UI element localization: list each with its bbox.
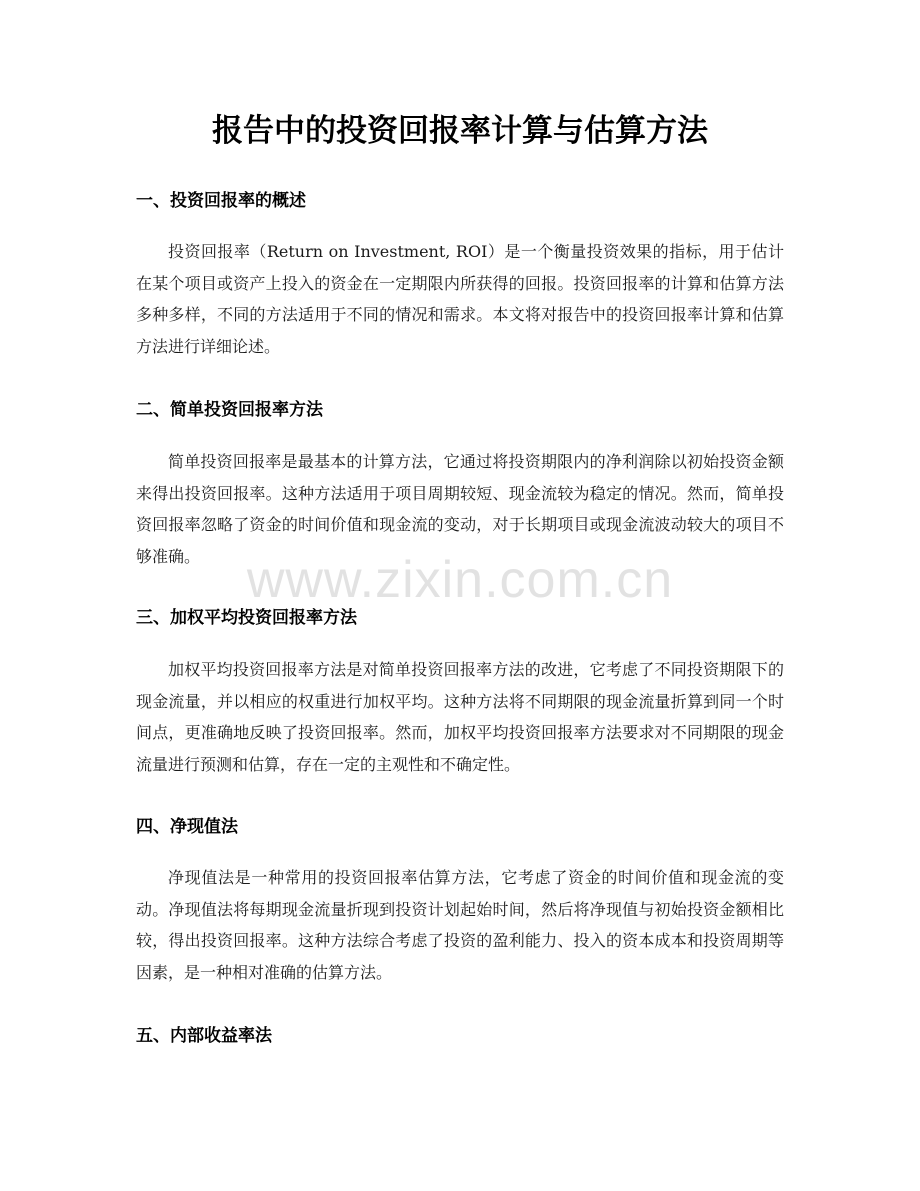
document-title: 报告中的投资回报率计算与估算方法 — [212, 113, 708, 149]
section-paragraph-overview: 投资回报率（Return on Investment, ROI）是一个衡量投资效果的指标，用于估计在某个项目或资产上投入的资金在一定期限内所获得的回报。投资回报率的计算和估算方法多种多样，不同的方法适用于不同的情况和需求。本文将对报告中的投资回报率计算和估算方法进行详细论述。 — [136, 242, 784, 356]
section-heading-simple-roi: 二、简单投资回报率方法 — [136, 400, 323, 420]
section-paragraph-npv: 净现值法是一种常用的投资回报率估算方法，它考虑了资金的时间价值和现金流的变动。净现值法将每期现金流量折现到投资计划起始时间，然后将净现值与初始投资金额相比较，得出投资回报率。这种方法综合考虑了投资的盈利能力、投入的资本成本和投资周期等因素，是一种相对准确的估算方法。 — [136, 868, 784, 982]
section-paragraph-weighted-roi: 加权平均投资回报率方法是对简单投资回报率方法的改进，它考虑了不同投资期限下的现金流量，并以相应的权重进行加权平均。这种方法将不同期限的现金流量折算到同一个时间点，更准确地反映了投资回报率。然而，加权平均投资回报率方法要求对不同期限的现金流量进行预测和估算，存在一定的主观性和不确定性。 — [136, 660, 784, 774]
section-heading-overview: 一、投资回报率的概述 — [136, 191, 306, 211]
section-heading-irr: 五、内部收益率法 — [136, 1026, 272, 1046]
watermark: www.zixin.com.cn — [246, 551, 674, 609]
section-heading-weighted-roi: 三、加权平均投资回报率方法 — [136, 608, 357, 628]
section-heading-npv: 四、净现值法 — [136, 817, 238, 837]
section-paragraph-simple-roi: 简单投资回报率是最基本的计算方法，它通过将投资期限内的净利润除以初始投资金额来得出投资回报率。这种方法适用于项目周期较短、现金流较为稳定的情况。然而，简单投资回报率忽略了资金的时间价值和现金流的变动，对于长期项目或现金流波动较大的项目不够准确。 — [136, 452, 784, 566]
